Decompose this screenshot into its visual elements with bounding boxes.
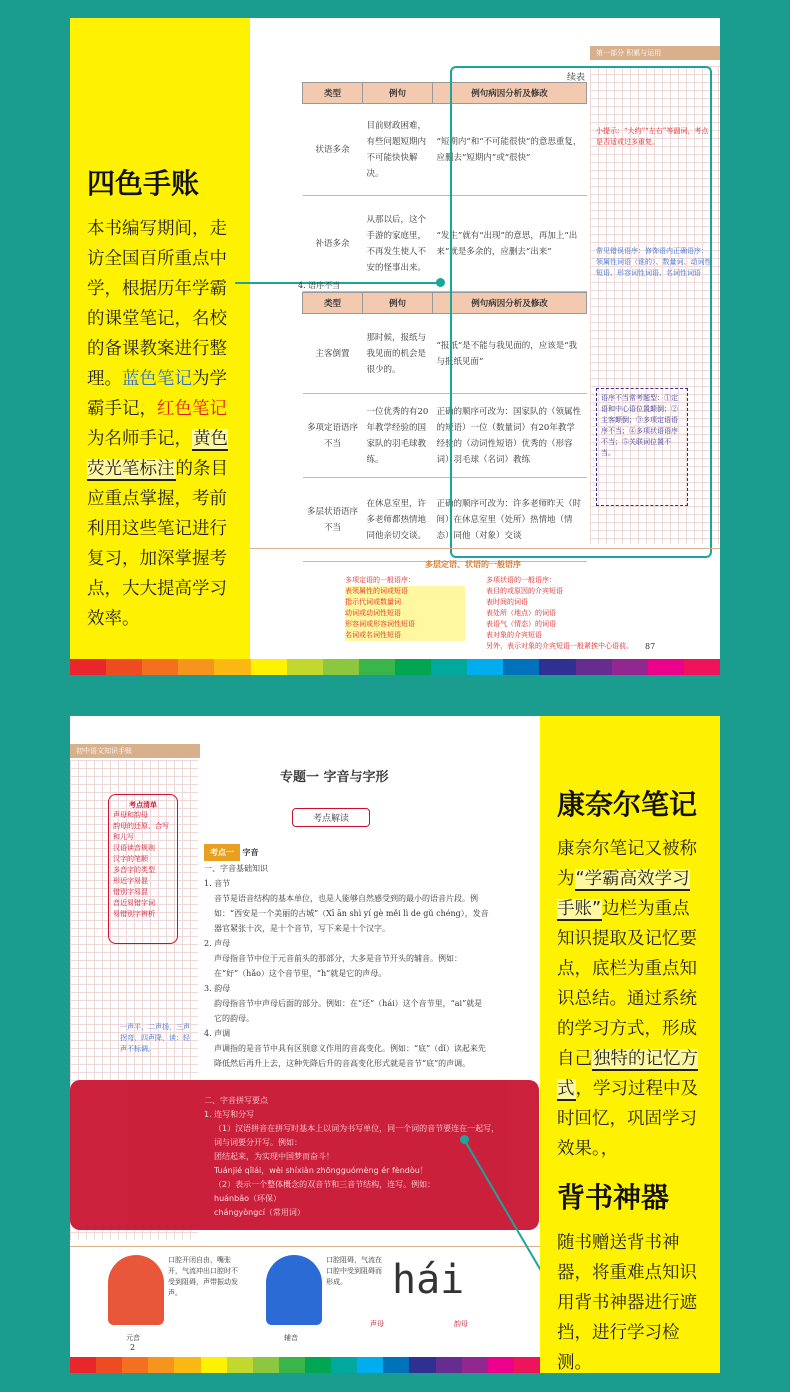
rainbow-segment (467, 659, 503, 675)
table-cell: 多项定语语序不当 (303, 394, 363, 478)
rainbow-segment (178, 659, 214, 675)
description-text: 康奈尔笔记又被称为 (557, 839, 697, 889)
feature-description-card (540, 716, 720, 1373)
pinyin-example: hái (392, 1257, 465, 1303)
checklist-item: 汉语读音规则 (113, 844, 155, 852)
rainbow-segment (70, 659, 106, 675)
checklist-title: 考点清单 (129, 800, 157, 809)
rainbow-segment (148, 1357, 174, 1373)
rainbow-segment (576, 659, 612, 675)
kaodian-tag: 考点一 (204, 844, 240, 861)
feature-description (557, 834, 707, 1164)
feature-panel-four-color-notebook (70, 18, 720, 675)
rainbow-segment (305, 1357, 331, 1373)
list-item: 表领属性的词或短语 (345, 586, 465, 597)
table-header: 例句病因分析及修改 (433, 83, 587, 104)
list-title: 多项状语的一般语序： (486, 576, 556, 584)
table-cell: “发生”就有“出现”的意思，再加上“出来”就是多余的，应删去“出来” (433, 196, 587, 292)
rainbow-segment (648, 659, 684, 675)
kaodian-row (204, 844, 489, 861)
table-cell: 正确的顺序可改为：国家队的（领属性的短语）一位（数量词）有20年教学经验的（动词性短语）优秀的（形容词）羽毛球（名词）教练 (433, 394, 587, 478)
rainbow-segment (514, 1357, 540, 1373)
paragraph: 声调指的是音节中具有区别意义作用的音高变化。例如：“底”（dǐ）读起来先降低然后再升上去，这种先降后升的音高变化形式就是音节“底”的声调。 (214, 1044, 486, 1068)
list-item: 表对象的介宾短语 (486, 631, 542, 639)
list-title: 多项定语的一般语序： (345, 576, 415, 584)
section-heading: 一、字音基础知识 (204, 864, 268, 873)
figure-label: 辅音 (284, 1334, 298, 1342)
margin-box-note: 语序不当常考题型：①定语和中心语位置颠倒；②主客颠倒；③多项定语语序不当；④多项状语语序不当；⑤关联词位置不当。 (596, 388, 688, 506)
list-item: 动词或动词性短语 (345, 608, 465, 619)
rainbow-segment (488, 1357, 514, 1373)
rainbow-segment (253, 1357, 279, 1373)
subsection-heading: 4. 声调 (204, 1029, 231, 1038)
feature-title: 背书神器 (557, 1181, 670, 1214)
table-cell: “报纸”是不能与我见面的，应该是“我与报纸见面” (433, 314, 587, 394)
rainbow-segment (383, 1357, 409, 1373)
table-header: 例句病因分析及修改 (433, 293, 587, 314)
bottom-summary-title: 多层定语、状语的一般语序 (425, 559, 521, 569)
figure-label: 元音 (126, 1334, 140, 1342)
feature-title: 四色手账 (87, 167, 200, 200)
rainbow-strip (70, 1357, 540, 1373)
yellow-highlight-label: 黄色荧光笔标注 (87, 429, 228, 479)
highlighted-phrase: “学霸高效学习手账” (557, 869, 690, 919)
paragraph: （2）表示一个整体概念的双音节和三音节结构，连写。例如： (214, 1180, 436, 1189)
section-label: 4. 语序不当 (298, 281, 341, 290)
rainbow-segment (431, 659, 467, 675)
topic-banner: 考点解读 (292, 808, 370, 827)
feature-description: 随书赠送背书神器，将重难点知识用背书神器进行遮挡，进行学习检测。 (557, 1233, 697, 1373)
checklist-item: 错别字易混 (113, 888, 148, 896)
subsection-heading: 2. 声母 (204, 939, 231, 948)
table-cell: 那时候，报纸与我见面的机会是很少的。 (363, 314, 433, 394)
table-cell: 正确的顺序可改为：许多老师昨天（时间）在休息室里（处所）热情地（情态）同他（对象）交谈 (433, 478, 587, 562)
topic-title: 专题一 字音与字形 (280, 770, 389, 785)
table-header: 类型 (303, 83, 363, 104)
rainbow-segment (539, 659, 575, 675)
table-cell: 在休息室里，许多老师都热情地同他亲切交谈。 (363, 478, 433, 562)
subsection-heading: 1. 连写和分写 (204, 1110, 255, 1119)
description-text: 为名师手记， (87, 429, 192, 449)
rainbow-segment (462, 1357, 488, 1373)
rainbow-segment (323, 659, 359, 675)
table-cell: 多层状语语序不当 (303, 478, 363, 562)
figure-note: 口腔阻碍，气流在口腔中受到阻碍而形成。 (326, 1256, 382, 1286)
margin-note-blue: 一声平，二声扬，三声拐弯，四声降，读：轻声不标调。 (120, 1023, 190, 1053)
bottom-summary (250, 548, 720, 651)
checklist-item: 多音字的类型 (113, 866, 155, 874)
mouth-figure-consonant (266, 1255, 322, 1325)
paragraph: Tuánjié qǐlái，wèi shíxiàn zhōngguómèng ér fèndòu！ (214, 1166, 428, 1175)
rainbow-segment (684, 659, 720, 675)
rainbow-segment (70, 1357, 96, 1373)
description-text: 边栏为重点知识提取及记忆要点，底栏为重点知识总结。通过系统的学习方式，形成自己 (557, 899, 697, 1069)
list-item: 形容词或形容词性短语 (345, 619, 465, 630)
checklist-item: 易错别字辨析 (113, 910, 155, 918)
paragraph: huánbǎo（环保） (214, 1194, 281, 1203)
blue-note-label: 蓝色笔记 (122, 369, 192, 389)
rainbow-segment (357, 1357, 383, 1373)
section-heading: 二、字音拼写要点 (204, 1096, 268, 1105)
rainbow-segment (142, 659, 178, 675)
kaodian-label: 字音 (242, 847, 259, 857)
blue-margin-note: 常见错误语序：修饰语内正确语序：领属性词语（谁的）、数量词、动词性短语、形容词性词语、名词性词语 (596, 247, 712, 277)
main-notes (204, 844, 489, 1071)
book-page-87 (250, 18, 720, 658)
table-header: 例句 (363, 293, 433, 314)
rainbow-segment (106, 659, 142, 675)
feature-description (87, 214, 235, 634)
feature-description-card (70, 18, 250, 675)
description-text: 本书编写期间，走访全国百所重点中学，根据历年学霸的课堂笔记，名校的备课教案进行整理。 (87, 219, 227, 389)
covered-notes (204, 1094, 504, 1220)
bottom-left-list (345, 575, 465, 641)
rainbow-segment (174, 1357, 200, 1373)
description-text: 的条目应重点掌握，考前利用这些笔记进行复习，加深掌握考点，大大提高学习效率。 (87, 459, 228, 629)
table-cell: 状语多余 (303, 104, 363, 196)
rainbow-segment (251, 659, 287, 675)
feature-title: 康奈尔笔记 (557, 788, 698, 821)
checklist-box (108, 794, 178, 944)
checklist-item: 音近易错字词 (113, 899, 155, 907)
highlighted-phrase: 独特的记忆方式 (557, 1049, 698, 1099)
rainbow-segment (331, 1357, 357, 1373)
description-text: ，学习过程中及时回忆，巩固学习效果。， (557, 1079, 698, 1159)
table-cell: 一位优秀的有20年教学经验的国家队的羽毛球教练。 (363, 394, 433, 478)
rainbow-segment (395, 659, 431, 675)
table-header: 例句 (363, 83, 433, 104)
rainbow-segment (503, 659, 539, 675)
checklist-item: 韵母的还原、合写和儿写 (113, 822, 169, 841)
pinyin-initial-label: 声母 (370, 1320, 384, 1328)
feature-panel-cornell-notes (70, 716, 720, 1373)
list-item: 表目的或原因的介宾短语 (486, 587, 563, 595)
rainbow-segment (214, 659, 250, 675)
paragraph: （1）汉语拼音在拼写时基本上以词为书写单位，同一个词的音节要连在一起写，词与词要分开写。例如： (214, 1124, 500, 1147)
rainbow-segment (201, 1357, 227, 1373)
rainbow-segment (409, 1357, 435, 1373)
subsection-heading: 3. 韵母 (204, 984, 231, 993)
checklist-item: 形近字易混 (113, 877, 148, 885)
checklist-item: 声母和韵母 (113, 811, 148, 819)
list-item: 名词或名词性短语 (345, 630, 465, 641)
mouth-figure-vowel (108, 1255, 164, 1325)
table-cell: 目前财政困难，有些问题短期内不可能快快解决。 (363, 104, 433, 196)
bottom-right-list (486, 575, 686, 652)
table-cell: “短期内”和“不可能很快”的意思重复，应删去“短期内”或“很快” (433, 104, 587, 196)
paragraph: 韵母指音节中声母后面的部分。例如：在“还”（hái）这个音节里，“ai”就是它的韵母。 (214, 999, 483, 1023)
description-text: 为学霸手记， (87, 369, 227, 419)
paragraph: 音节是语音结构的基本单位，也是人能够自然感受到的最小的语音片段。例如：“西安是一个美丽的古城”（Xī ān shì yí gè měi lì de gǔ chéng），发音器官紧张十次，是十个音节，写下来是十个汉字。 (214, 894, 489, 933)
list-item: 表时间的词语 (486, 598, 528, 606)
page-number: 87 (645, 642, 656, 651)
rainbow-strip (70, 659, 720, 675)
page-number: 2 (130, 1343, 136, 1352)
figure-note: 口腔开闭自由，嘴张开，气流冲出口腔时不受到阻碍，声带振动发声。 (168, 1256, 238, 1297)
red-note-label: 红色笔记 (157, 399, 227, 419)
table-header: 类型 (303, 293, 363, 314)
book-header-bar (70, 744, 200, 758)
rainbow-segment (359, 659, 395, 675)
paragraph: 声母指音节中位于元音前头的那部分，大多是音节开头的辅音。例如：在“好”（hǎo）这个音节里，“h”就是它的声母。 (214, 954, 462, 978)
rainbow-segment (96, 1357, 122, 1373)
red-margin-note: 小提示：“大约”“左右”等副词，考点是否适或过多重复。 (596, 127, 709, 146)
table-cell: 从那以后，这个手游的家庭里，不再发生使人不安的怪事出来。 (363, 196, 433, 292)
rainbow-segment (227, 1357, 253, 1373)
paragraph: 团结起来，为实现中国梦而奋斗！ (214, 1152, 334, 1161)
rainbow-segment (279, 1357, 305, 1373)
highlight-frame (450, 66, 712, 558)
list-note: 另外，表示对象的介宾短语一般紧挨中心语前。 (486, 642, 633, 650)
continued-label: 续表 (567, 73, 586, 83)
subsection-heading: 1. 音节 (204, 879, 231, 888)
book-header: 初中语文知识手账 (76, 747, 132, 755)
list-item: 表语气（情态）的词语 (486, 620, 556, 628)
page-header: 第一部分 积累与运用 (596, 49, 662, 57)
rainbow-segment (436, 1357, 462, 1373)
list-item: 表处所（地点）的词语 (486, 609, 556, 617)
table-cell: 主客倒置 (303, 314, 363, 394)
rainbow-segment (122, 1357, 148, 1373)
page-header-bar (590, 46, 720, 60)
rainbow-segment (287, 659, 323, 675)
pinyin-final-label: 韵母 (454, 1320, 468, 1328)
paragraph: chángyòngcí（常用词） (214, 1208, 305, 1217)
rainbow-segment (612, 659, 648, 675)
list-item: 指示代词或数量词 (345, 597, 465, 608)
table-cell: 补语多余 (303, 196, 363, 292)
checklist-item: 汉字的笔顺 (113, 855, 148, 863)
